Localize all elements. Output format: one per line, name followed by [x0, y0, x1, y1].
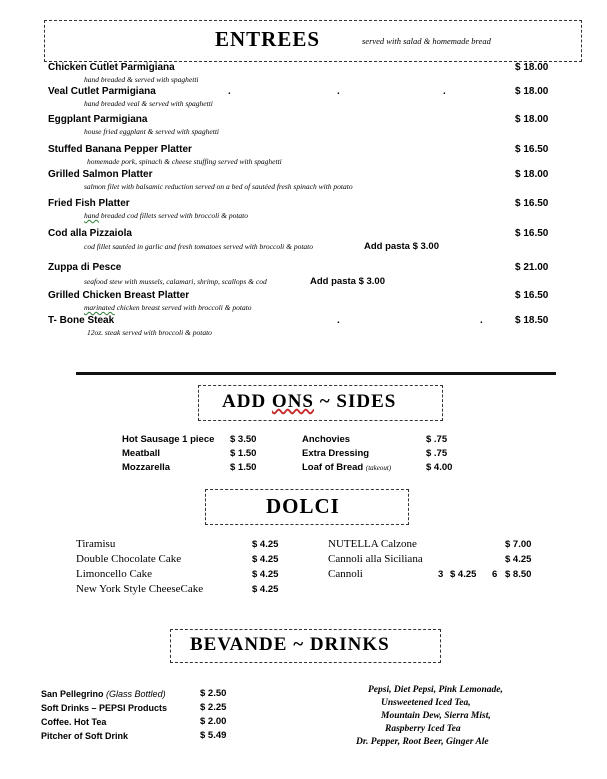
drinks-title: BEVANDE ~ DRINKS	[190, 634, 390, 655]
entrees-title: ENTREES	[215, 27, 321, 51]
entree-desc: hand breaded veal & served with spaghetti	[84, 99, 213, 108]
drink-name: Soft Drinks – PEPSI Products	[41, 703, 168, 713]
addon-name	[302, 462, 391, 473]
entree-desc: cod fillet sautéed in garlic and fresh tomatoes served with broccoli & potato	[84, 242, 313, 251]
dessert-price: $ 4.25	[450, 569, 477, 580]
addons-title-part: ~ SIDES	[314, 391, 397, 412]
addons-title	[222, 391, 396, 413]
addons-title-flagged-word: ONS	[271, 391, 314, 412]
soft-drink-list-line: Pepsi, Diet Pepsi, Pink Lemonade,	[368, 685, 503, 695]
entree-price: $ 18.00	[515, 62, 549, 73]
drink-note: (Glass Bottled)	[106, 689, 166, 699]
stray-dot: .	[337, 86, 340, 97]
entree-desc: seafood stew with mussels, calamari, shrimp, scallops & cod	[84, 277, 267, 286]
entree-desc	[84, 211, 248, 220]
dessert-name: Limoncello Cake	[76, 568, 153, 580]
dessert-name: Cannoli alla Siciliana	[328, 553, 423, 565]
entree-desc-rest: breaded cod fillets served with broccoli & potato	[99, 211, 249, 220]
entree-price: $ 16.50	[515, 290, 549, 301]
cannoli-qty: 3	[438, 569, 444, 580]
add-pasta-label: Add pasta	[364, 241, 410, 252]
dessert-price: $ 7.00	[505, 539, 532, 550]
dessert-name: Cannoli	[328, 568, 363, 580]
soft-drink-list-line: Unsweetened Iced Tea,	[381, 698, 471, 708]
add-pasta-price: $ 3.00	[412, 241, 439, 252]
dessert-price: $ 4.25	[252, 539, 279, 550]
soft-drink-list-line: Mountain Dew, Sierra Mist,	[381, 711, 491, 721]
addon-note: (takeout)	[365, 464, 392, 472]
dessert-name: Tiramisu	[76, 538, 116, 550]
entree-name: Veal Cutlet Parmigiana	[48, 86, 156, 97]
entree-price: $ 16.50	[515, 228, 549, 239]
entree-desc: homemade pork, spinach & cheese stuffing served with spaghetti	[87, 157, 282, 166]
entree-name: Grilled Salmon Platter	[48, 169, 153, 180]
add-pasta-option	[364, 241, 439, 252]
entree-desc-flagged-word: marinated	[84, 303, 115, 312]
stray-dot: .	[228, 86, 231, 97]
section-divider	[76, 372, 556, 375]
addon-name: Mozzarella	[122, 462, 171, 473]
dessert-price: $ 4.25	[252, 584, 279, 595]
drink-name	[41, 689, 166, 699]
add-pasta-option	[310, 276, 385, 287]
addon-price: $ .75	[426, 434, 448, 445]
dessert-name: NUTELLA Calzone	[328, 538, 417, 550]
drink-price: $ 5.49	[200, 730, 227, 741]
entree-desc: 12oz. steak served with broccoli & potato	[87, 328, 212, 337]
addon-name: Anchovies	[302, 434, 351, 445]
addon-price: $ 1.50	[230, 462, 257, 473]
drink-label: San Pellegrino	[41, 689, 104, 699]
entree-desc: house fried eggplant & served with spaghetti	[84, 127, 219, 136]
entree-desc: hand breaded & served with spaghetti	[84, 75, 199, 84]
drink-price: $ 2.50	[200, 688, 227, 699]
entree-name: Zuppa di Pesce	[48, 262, 122, 273]
entree-price: $ 18.00	[515, 169, 549, 180]
entree-name: Cod alla Pizzaiola	[48, 228, 132, 239]
addon-price: $ .75	[426, 448, 448, 459]
entree-price: $ 18.00	[515, 114, 549, 125]
stray-dot: .	[480, 315, 483, 326]
entree-desc-rest: chicken breast served with broccoli & potato	[114, 303, 252, 312]
addon-name: Extra Dressing	[302, 448, 370, 459]
addons-title-part: ADD	[222, 391, 272, 412]
entree-desc	[84, 303, 252, 312]
dessert-price: $ 8.50	[505, 569, 532, 580]
entree-name: Eggplant Parmigiana	[48, 114, 148, 125]
addon-label: Loaf of Bread	[302, 462, 364, 473]
entree-name: Stuffed Banana Pepper Platter	[48, 144, 192, 155]
entree-name: Chicken Cutlet Parmigiana	[48, 62, 175, 73]
dessert-price: $ 4.25	[252, 569, 279, 580]
addon-name: Hot Sausage 1 piece	[122, 434, 215, 445]
addon-price: $ 1.50	[230, 448, 257, 459]
entree-price: $ 18.00	[515, 86, 549, 97]
entree-name: Fried Fish Platter	[48, 198, 130, 209]
entree-price: $ 16.50	[515, 198, 549, 209]
dessert-price: $ 4.25	[252, 554, 279, 565]
entrees-subtitle: served with salad & homemade bread	[362, 36, 491, 46]
stray-dot: .	[337, 315, 340, 326]
drink-price: $ 2.00	[200, 716, 227, 727]
entree-name: Grilled Chicken Breast Platter	[48, 290, 190, 301]
entree-name: T- Bone Steak	[48, 315, 115, 326]
dessert-price: $ 4.25	[505, 554, 532, 565]
entree-price: $ 21.00	[515, 262, 549, 273]
entree-desc: salmon filet with balsamic reduction served on a bed of sautéed fresh spinach with potato	[84, 182, 353, 191]
dessert-name: New York Style CheeseCake	[76, 583, 204, 595]
addon-price: $ 4.00	[426, 462, 453, 473]
soft-drink-list-line: Dr. Pepper, Root Beer, Ginger Ale	[356, 737, 489, 747]
cannoli-qty: 6	[492, 569, 498, 580]
entree-price: $ 16.50	[515, 144, 549, 155]
drink-price: $ 2.25	[200, 702, 227, 713]
drink-name: Coffee. Hot Tea	[41, 717, 107, 727]
dessert-name: Double Chocolate Cake	[76, 553, 182, 565]
entree-desc-flagged-word: hand	[84, 211, 99, 220]
entree-price: $ 18.50	[515, 315, 549, 326]
add-pasta-price: $ 3.00	[358, 276, 385, 287]
drink-name: Pitcher of Soft Drink	[41, 731, 129, 741]
addon-price: $ 3.50	[230, 434, 257, 445]
dolci-title: DOLCI	[266, 494, 340, 518]
soft-drink-list-line: Raspberry Iced Tea	[385, 724, 461, 734]
addon-name: Meatball	[122, 448, 161, 459]
stray-dot: .	[443, 86, 446, 97]
add-pasta-label: Add pasta	[310, 276, 356, 287]
